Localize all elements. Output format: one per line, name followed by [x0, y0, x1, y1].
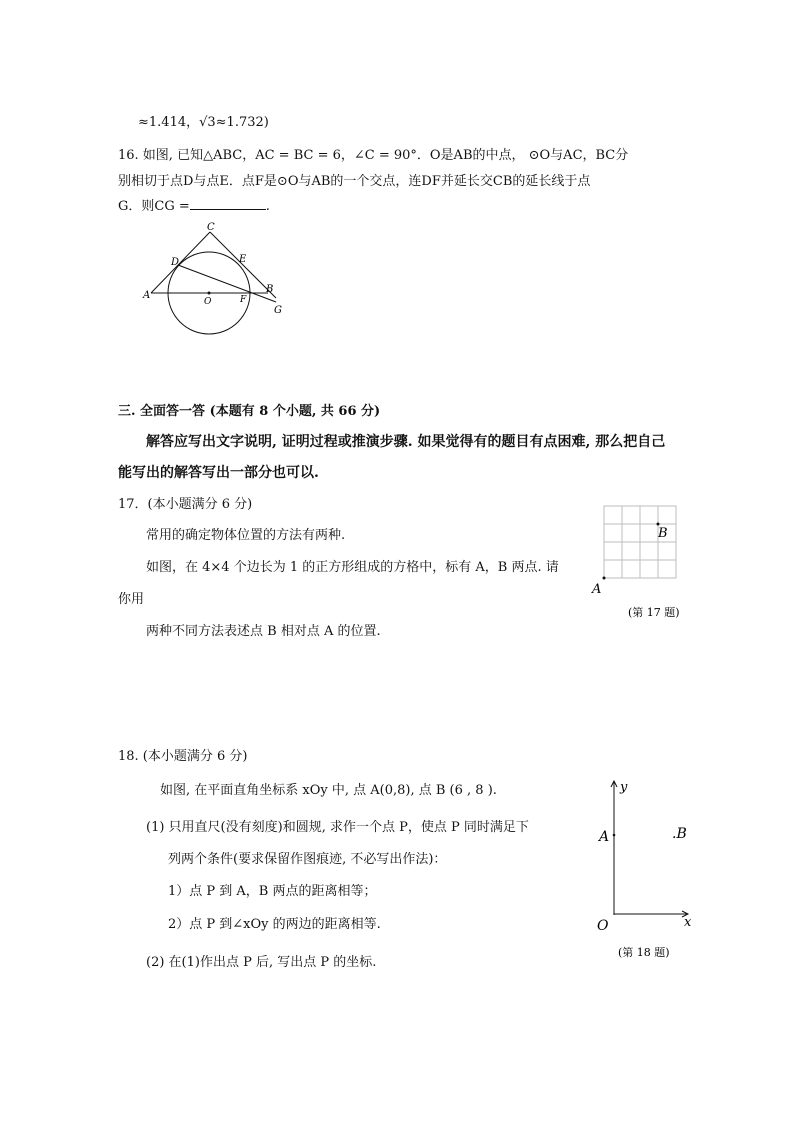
q18-line4: 1）点 P 到 A，B 两点的距离相等； — [168, 884, 377, 899]
q17-caption: (第 17 题) — [628, 606, 680, 619]
label-b: B — [658, 526, 668, 541]
grid — [604, 506, 676, 578]
q17-header: 17．(本小题满分 6 分) — [118, 497, 253, 512]
q18-line3: 列两个条件(要求保留作图痕迹, 不必写出作法)： — [168, 852, 447, 867]
q16-line3 — [118, 195, 270, 214]
label-y: y — [620, 780, 628, 795]
label-b: .B — [672, 826, 687, 842]
q18-line2: (1) 只用直尺(没有刻度)和圆规, 求作一个点 P，使点 P 同时满足下 — [146, 820, 529, 835]
label-g: G — [274, 305, 282, 316]
q16-line1: 16. 如图, 已知△ABC，AC = BC = 6，∠C = 90°．O是AB的中点， ⊙O与AC，BC分 — [118, 148, 629, 163]
label-x: x — [684, 915, 692, 930]
label-a: A — [599, 829, 610, 845]
answer-blank[interactable] — [190, 197, 266, 210]
q17-line4: 两种不同方法表述点 B 相对点 A 的位置. — [146, 624, 381, 639]
point-a — [613, 834, 616, 837]
q18-line5: 2）点 P 到∠xOy 的两边的距离相等. — [168, 917, 381, 932]
label-f: F — [240, 295, 247, 305]
center-point — [208, 292, 211, 295]
q16-figure — [140, 218, 290, 340]
point-a — [603, 577, 606, 580]
q17-figure — [588, 500, 688, 628]
continuation-text: ≈1.414，√3≈1.732) — [138, 115, 269, 130]
label-b: B — [266, 284, 274, 295]
q18-header: 18. (本小题满分 6 分) — [118, 749, 248, 764]
q17-line3: 你用 — [118, 592, 145, 607]
q16-line3-end: . — [265, 199, 270, 214]
q17-line2: 如图，在 4×4 个边长为 1 的正方形组成的方格中，标有 A，B 两点. 请 — [146, 560, 559, 575]
label-e: E — [239, 254, 247, 265]
q16-line3-text: G．则CG = — [118, 199, 190, 214]
section-3-instruction-1: 解答应写出文字说明, 证明过程或推演步骤. 如果觉得有的题目有点困难, 那么把自己 — [146, 434, 666, 450]
side-ac — [151, 232, 210, 293]
q16-line2: 别相切于点D与点E．点F是⊙O与AB的一个交点，连DF并延长交CB的延长线于点 — [118, 174, 591, 189]
label-a: A — [143, 290, 151, 301]
section-3-title: 三. 全面答一答 (本题有 8 个小题, 共 66 分) — [118, 404, 381, 419]
q18-figure — [590, 775, 700, 965]
label-c: C — [207, 222, 215, 233]
q18-caption: (第 18 题) — [618, 946, 670, 959]
label-d: D — [171, 257, 180, 268]
label-a: A — [592, 582, 602, 597]
q18-line1: 如图, 在平面直角坐标系 xOy 中, 点 A(0,8), 点 B (6 , 8 ). — [160, 783, 497, 798]
q18-line6: (2) 在(1)作出点 P 后, 写出点 P 的坐标. — [146, 955, 377, 970]
label-o: O — [204, 297, 212, 307]
label-o: O — [597, 918, 609, 934]
q17-line1: 常用的确定物体位置的方法有两种. — [146, 528, 346, 543]
section-3-instruction-2: 能写出的解答写出一部分也可以. — [118, 465, 319, 481]
